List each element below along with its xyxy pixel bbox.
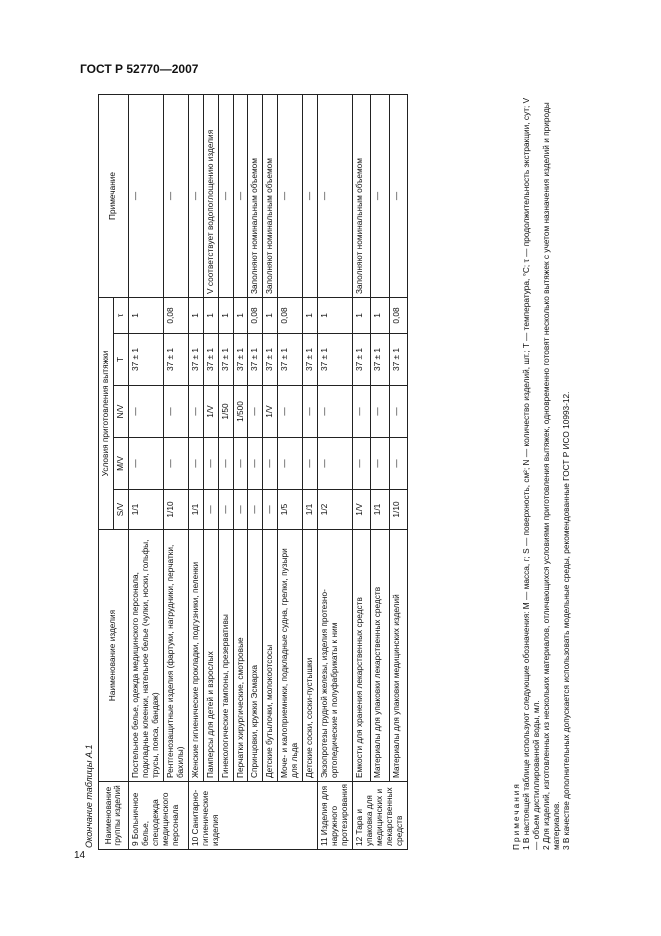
name-cell: Памперсы для детей и взрослых bbox=[203, 530, 218, 782]
table-caption: Окончание таблицы А.1 bbox=[84, 744, 94, 848]
mv-cell: — bbox=[248, 438, 263, 490]
sv-cell: 1/1 bbox=[188, 490, 203, 530]
sv-cell: 1/1 bbox=[128, 490, 163, 530]
note-cell: V соответствует водопоглощению изделия bbox=[203, 94, 218, 297]
tau-cell: 1 bbox=[318, 297, 353, 333]
t-cell: 37 ± 1 bbox=[389, 334, 407, 386]
col-header-mv: M/V bbox=[113, 438, 128, 490]
tau-cell: 0,08 bbox=[389, 297, 407, 333]
group-cell: 10 Санитарно-гигиенические изделия bbox=[188, 782, 318, 850]
mv-cell: — bbox=[188, 438, 203, 490]
sv-cell: 1/2 bbox=[318, 490, 353, 530]
t-cell: 37 ± 1 bbox=[248, 334, 263, 386]
t-cell: 37 ± 1 bbox=[371, 334, 389, 386]
note-cell: — bbox=[233, 94, 248, 297]
col-header-nv: N/V bbox=[113, 386, 128, 438]
name-cell: Гинекологические тампоны, презервативы bbox=[218, 530, 233, 782]
tau-cell: 0,08 bbox=[163, 297, 188, 333]
note-cell: Заполняют номинальным объемом bbox=[353, 94, 371, 297]
sv-cell: — bbox=[263, 490, 278, 530]
note-cell: — bbox=[371, 94, 389, 297]
t-cell: 37 ± 1 bbox=[188, 334, 203, 386]
table-row bbox=[233, 94, 248, 849]
nv-cell: — bbox=[318, 386, 353, 438]
nv-cell: 1/V bbox=[203, 386, 218, 438]
tau-cell: 1 bbox=[233, 297, 248, 333]
t-cell: 37 ± 1 bbox=[278, 334, 303, 386]
note-cell: Заполняют номинальным объемом bbox=[248, 94, 263, 297]
table-row bbox=[128, 94, 163, 849]
note-2: 2 Для изделий, изготовленных из нескольких материалов, отличающихся условиями приготовления вытяжек, одновременно готовят несколько вытяжек с учетом назначения изделий и природы материалов. bbox=[540, 102, 561, 850]
notes-title: Примечания bbox=[511, 782, 521, 850]
table-row bbox=[248, 94, 263, 849]
tau-cell: 1 bbox=[371, 297, 389, 333]
sv-cell: 1/10 bbox=[163, 490, 188, 530]
sv-cell: — bbox=[218, 490, 233, 530]
t-cell: 37 ± 1 bbox=[263, 334, 278, 386]
col-header-conditions: Условия приготовления вытяжки bbox=[99, 297, 114, 529]
nv-cell: 1/500 bbox=[233, 386, 248, 438]
tau-cell: 1 bbox=[188, 297, 203, 333]
name-cell: Рентгенозащитные изделия (фартуки, нагрудники, перчатки, бахилы) bbox=[163, 530, 188, 782]
nv-cell: 1/50 bbox=[218, 386, 233, 438]
mv-cell: — bbox=[233, 438, 248, 490]
name-cell: Экзопротезы грудной железы, изделия протезно-ортопедические и полуфабрикаты к ним bbox=[318, 530, 353, 782]
col-header-t: T bbox=[113, 334, 128, 386]
tau-cell: 1 bbox=[218, 297, 233, 333]
tau-cell: 1 bbox=[303, 297, 318, 333]
rotated-table-area bbox=[82, 95, 599, 850]
nv-cell: 1/V bbox=[263, 386, 278, 438]
nv-cell: — bbox=[248, 386, 263, 438]
mv-cell: — bbox=[128, 438, 163, 490]
conditions-table bbox=[98, 94, 408, 850]
t-cell: 37 ± 1 bbox=[303, 334, 318, 386]
sv-cell: 1/1 bbox=[371, 490, 389, 530]
tau-cell: 1 bbox=[263, 297, 278, 333]
tau-cell: 1 bbox=[353, 297, 371, 333]
name-cell: Емкости для хранения лекарственных средств bbox=[353, 530, 371, 782]
name-cell: Детские бутылочки, молокоотсосы bbox=[263, 530, 278, 782]
mv-cell: — bbox=[303, 438, 318, 490]
nv-cell: — bbox=[163, 386, 188, 438]
mv-cell: — bbox=[203, 438, 218, 490]
note-cell: — bbox=[128, 94, 163, 297]
name-cell: Моче- и калоприемники, подкладные судна, грелки, пузыри для льда bbox=[278, 530, 303, 782]
mv-cell: — bbox=[371, 438, 389, 490]
name-cell: Постельное белье, одежда медицинского персонала, подкладные клеенки, нательное белье (чулки, носки, гольфы, трусы, пояса, бандаж) bbox=[128, 530, 163, 782]
note-cell: Заполняют номинальным объемом bbox=[263, 94, 278, 297]
t-cell: 37 ± 1 bbox=[128, 334, 163, 386]
col-header-note: Примечание bbox=[99, 94, 129, 297]
mv-cell: — bbox=[163, 438, 188, 490]
table-row bbox=[278, 94, 303, 849]
col-header-sv: S/V bbox=[113, 490, 128, 530]
mv-cell: — bbox=[353, 438, 371, 490]
nv-cell: — bbox=[389, 386, 407, 438]
nv-cell: — bbox=[353, 386, 371, 438]
nv-cell: — bbox=[278, 386, 303, 438]
table-row bbox=[371, 94, 389, 849]
mv-cell: — bbox=[263, 438, 278, 490]
group-cell: 9 Больничное белье, спецодежда медицинского персонала bbox=[128, 782, 188, 850]
sv-cell: — bbox=[248, 490, 263, 530]
t-cell: 37 ± 1 bbox=[353, 334, 371, 386]
group-cell: 11 Изделия для наружного протезирования bbox=[318, 782, 353, 850]
t-cell: 37 ± 1 bbox=[233, 334, 248, 386]
note-cell: — bbox=[163, 94, 188, 297]
col-header-group: Наименование группы изделий bbox=[99, 782, 129, 850]
sv-cell: — bbox=[233, 490, 248, 530]
sv-cell: — bbox=[203, 490, 218, 530]
sv-cell: 1/V bbox=[353, 490, 371, 530]
col-header-tau: τ bbox=[113, 297, 128, 333]
note-cell: — bbox=[278, 94, 303, 297]
t-cell: 37 ± 1 bbox=[203, 334, 218, 386]
name-cell: Женские гигиенические прокладки, подгузники, пеленки bbox=[188, 530, 203, 782]
document-header: ГОСТ Р 52770—2007 bbox=[80, 62, 199, 76]
note-3: 3 В качестве дополнительных допускается использовать модельные среды, рекомендованные ГОСТ Р ИСО 10993-12. bbox=[560, 391, 571, 850]
note-cell: — bbox=[303, 94, 318, 297]
note-cell: — bbox=[318, 94, 353, 297]
mv-cell: — bbox=[218, 438, 233, 490]
name-cell: Детские соски, соски-пустышки bbox=[303, 530, 318, 782]
sv-cell: 1/1 bbox=[303, 490, 318, 530]
mv-cell: — bbox=[389, 438, 407, 490]
t-cell: 37 ± 1 bbox=[218, 334, 233, 386]
name-cell: Перчатки хирургические, смотровые bbox=[233, 530, 248, 782]
table-row bbox=[353, 94, 371, 849]
tau-cell: 1 bbox=[203, 297, 218, 333]
nv-cell: — bbox=[188, 386, 203, 438]
mv-cell: — bbox=[278, 438, 303, 490]
nv-cell: — bbox=[128, 386, 163, 438]
nv-cell: — bbox=[303, 386, 318, 438]
table-row bbox=[303, 94, 318, 849]
sv-cell: 1/5 bbox=[278, 490, 303, 530]
note-cell: — bbox=[218, 94, 233, 297]
t-cell: 37 ± 1 bbox=[163, 334, 188, 386]
table-row bbox=[163, 94, 188, 849]
page-number: 14 bbox=[74, 850, 86, 861]
table-row bbox=[203, 94, 218, 849]
table-notes bbox=[512, 95, 572, 850]
tau-cell: 1 bbox=[128, 297, 163, 333]
nv-cell: — bbox=[371, 386, 389, 438]
name-cell: Спринцовки, кружки Эсмарха bbox=[248, 530, 263, 782]
table-row bbox=[318, 94, 353, 849]
tau-cell: 0,08 bbox=[278, 297, 303, 333]
table-row bbox=[188, 94, 203, 849]
name-cell: Материалы для упаковки медицинских изделий bbox=[389, 530, 407, 782]
note-1: 1 В настоящей таблице используют следующие обозначения: M — масса, г; S — поверхность, см²; N — количество изделий, шт.; T — температура, °С; τ — продолжительность экстракции, сут; V — объем дистиллированной воды, мл. bbox=[520, 97, 541, 850]
tau-cell: 0,08 bbox=[248, 297, 263, 333]
group-cell: 12 Тара и упаковка для медицинских и лекарственных средств bbox=[353, 782, 408, 850]
t-cell: 37 ± 1 bbox=[318, 334, 353, 386]
table-row bbox=[218, 94, 233, 849]
note-cell: — bbox=[188, 94, 203, 297]
note-cell: — bbox=[389, 94, 407, 297]
name-cell: Материалы для упаковки лекарственных средств bbox=[371, 530, 389, 782]
table-row bbox=[263, 94, 278, 849]
col-header-name: Наименование изделия bbox=[99, 530, 129, 782]
mv-cell: — bbox=[318, 438, 353, 490]
sv-cell: 1/10 bbox=[389, 490, 407, 530]
table-row bbox=[389, 94, 407, 849]
